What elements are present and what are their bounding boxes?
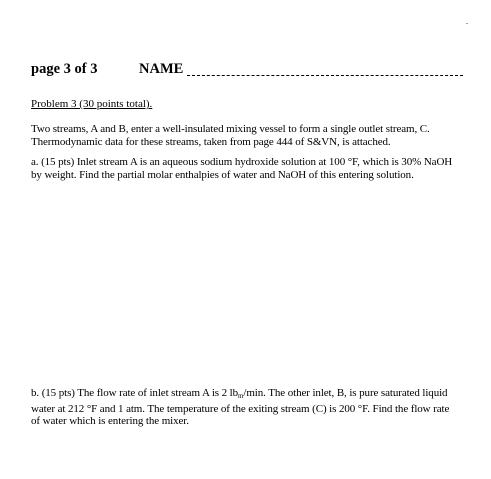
- name-label: NAME: [139, 61, 184, 77]
- part-b-text-start: b. (15 pts) The flow rate of inlet stream A is 2 lb: [31, 387, 239, 399]
- mass-unit-subscript: m: [238, 392, 244, 400]
- part-a-question: a. (15 pts) Inlet stream A is an aqueous sodium hydroxide solution at 100 °F, which is 30% NaOH by weight. Find the partial molar enthalpies of water and NaOH of this entering solution.: [31, 156, 453, 181]
- corner-mark: .: [466, 17, 468, 26]
- part-b-text-end: /min. The other inlet, B, is pure saturated liquid water at 212 °F and 1 atm. The temperature of the exiting stream (C) is 200 °F. Find the flow rate of water which is entering the mixer.: [31, 387, 450, 427]
- name-blank-line: [187, 75, 463, 76]
- problem-title: Problem 3 (30 points total).: [31, 98, 153, 110]
- part-b-question: [31, 387, 458, 428]
- page-indicator: page 3 of 3: [31, 61, 98, 77]
- problem-intro: Two streams, A and B, enter a well-insulated mixing vessel to form a single outlet stream, C. Thermodynamic data for these streams, taken from page 444 of S&VN, is attached.: [31, 123, 430, 148]
- page-header: [31, 58, 451, 80]
